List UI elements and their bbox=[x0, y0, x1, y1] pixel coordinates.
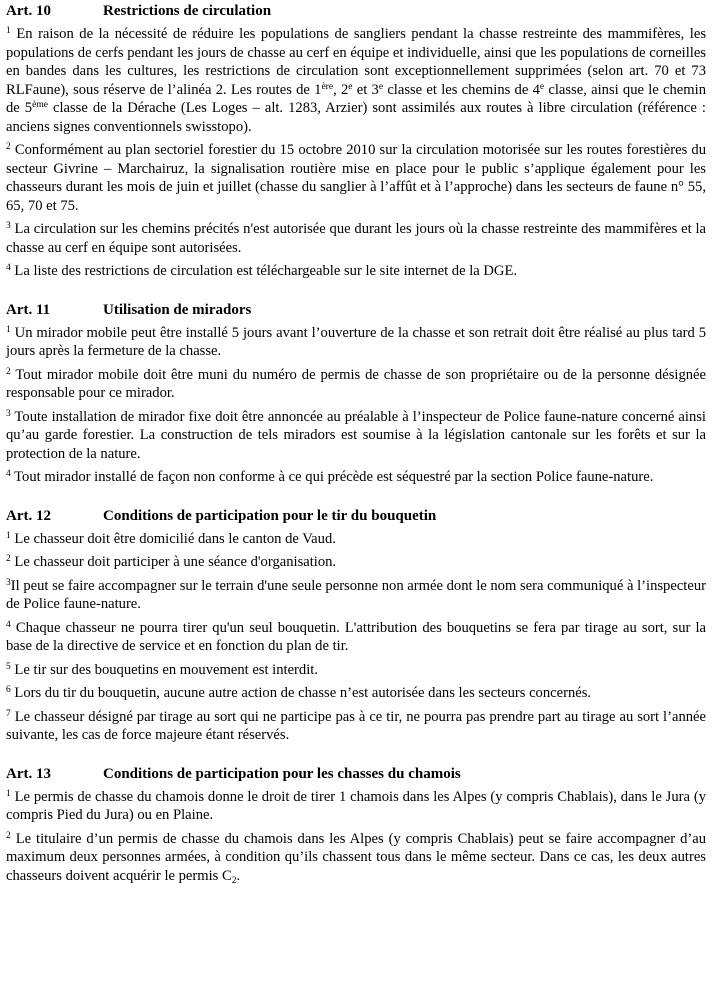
paragraph-text: Lors du tir du bouquetin, aucune autre action de chasse n’est autorisée dans les secteurs concernés. bbox=[14, 685, 592, 701]
paragraph-text: classe de la Dérache (Les Loges – alt. 1283, Arzier) sont assimilés aux routes à libre circulation (référence : anciens signes conventionnels swisstopo). bbox=[6, 100, 706, 135]
article-title: Restrictions de circulation bbox=[103, 3, 272, 19]
paragraph-text: et 3 bbox=[352, 81, 379, 98]
paragraph-text: Le tir sur des bouquetins en mouvement est interdit. bbox=[14, 661, 318, 678]
document-page bbox=[6, 0, 706, 885]
paragraph-text: Le chasseur doit participer à une séance d'organisation. bbox=[14, 554, 337, 570]
paragraph bbox=[6, 619, 706, 656]
paragraph-number: 2 bbox=[6, 142, 11, 152]
paragraph bbox=[6, 830, 706, 886]
paragraph-text: Le titulaire d’un permis de chasse du chamois dans les Alpes (y compris Chablais) peut se faire accompagner d’au maximum deux personnes armées, à condition qu’ils chassent tous dans le même secteur. Dans ce cas, les deux autres chasseurs doivent acquérir le permis C bbox=[6, 830, 707, 884]
paragraph bbox=[6, 708, 706, 745]
paragraph-number: 1 bbox=[6, 788, 11, 799]
article-number: Art. 12 bbox=[6, 507, 51, 524]
article-title: Conditions de participation pour les chasses du chamois bbox=[103, 765, 461, 782]
paragraph-number: 5 bbox=[6, 661, 11, 672]
article-number: Art. 11 bbox=[6, 301, 51, 318]
paragraph bbox=[6, 468, 706, 487]
superscript: ère bbox=[321, 81, 334, 92]
section-spacer bbox=[6, 281, 706, 299]
article-heading bbox=[6, 3, 706, 20]
paragraph-text: Conformément au plan sectoriel forestier du 15 octobre 2010 sur la circulation motorisée sur les routes forestières du secteur Givrine – Marchairuz, la signalisation routière mise en place pour le public s’applique également pour les chasseurs durant les mois de juin et juillet (chasse du sanglier à l’affût et à l’approche) dans les secteurs de faune n° 55, 65, 70 et 75. bbox=[6, 142, 706, 214]
paragraph-text: Le chasseur désigné par tirage au sort qui ne participe pas à ce tir, ne pourra pas prendre part au tirage au sort l’année suivante, les cas de force majeure étant réservés. bbox=[6, 708, 706, 743]
article-heading bbox=[6, 508, 706, 525]
article-number: Art. 13 bbox=[6, 765, 51, 782]
paragraph bbox=[6, 661, 706, 680]
paragraph-text: Il peut se faire accompagner sur le terrain d'une seule personne non armée dont le nom sera communiqué à l’inspecteur de Police faune-nature. bbox=[6, 577, 706, 612]
article-number: Art. 10 bbox=[6, 3, 51, 19]
paragraph-text: La circulation sur les chemins précités n'est autorisée que durant les jours où la chasse restreinte des mammifères et la chasse au cerf en équipe sont autorisées. bbox=[6, 221, 706, 256]
paragraph bbox=[6, 408, 706, 464]
paragraph-number: 1 bbox=[6, 26, 11, 36]
section-spacer bbox=[6, 487, 706, 505]
paragraph-number: 4 bbox=[6, 263, 11, 273]
paragraph-text: classe, ainsi que le chemin de 5 bbox=[6, 81, 706, 116]
paragraph-text: En raison de la nécessité de réduire les populations de sangliers pendant la chasse restreinte des mammifères, les populations de cerfs pendant les jours de chasse au cerf en équipe et individuelle, ainsi que les populations de corneilles en bandes dans les cultures, les restrictions de circulation sont exceptionnellement supprimées (selon art. 70 et 73 RLFaune), sous réserve de l’alinéa 2. Les routes de 1 bbox=[6, 26, 706, 98]
paragraph bbox=[6, 577, 706, 614]
paragraph-text: Toute installation de mirador fixe doit être annoncée au préalable à l’inspecteur de Police faune-nature concerné ainsi qu’au garde forestier. La construction de tels miradors est soumise à la législation cantonale sur les forêts et sur la protection de la nature. bbox=[6, 408, 706, 462]
paragraph-number: 1 bbox=[6, 324, 11, 335]
superscript: e bbox=[539, 81, 545, 92]
paragraph-text: classe et les chemins de 4 bbox=[383, 81, 540, 98]
paragraph-number: 3 bbox=[6, 408, 11, 419]
paragraph bbox=[6, 141, 706, 215]
superscript: e bbox=[378, 81, 384, 92]
paragraph-number: 1 bbox=[6, 530, 11, 541]
article-title: Utilisation de miradors bbox=[103, 301, 252, 318]
paragraph bbox=[6, 684, 706, 703]
superscript: ème bbox=[32, 100, 48, 110]
paragraph-text: , 2 bbox=[333, 81, 349, 98]
paragraph-number: 3 bbox=[6, 221, 11, 231]
superscript: e bbox=[348, 81, 353, 92]
paragraph bbox=[6, 530, 706, 549]
paragraph-text: Tout mirador installé de façon non conforme à ce qui précède est séquestré par la section Police faune-nature. bbox=[14, 469, 654, 485]
paragraph-number: 2 bbox=[6, 554, 11, 564]
paragraph-text: Le permis de chasse du chamois donne le droit de tirer 1 chamois dans les Alpes (y compris Chablais), dans le Jura (y compris Pied du Jura) ou en Plaine. bbox=[6, 788, 706, 823]
article-12 bbox=[6, 508, 706, 745]
paragraph-text: . bbox=[236, 867, 241, 884]
paragraph-text: Chaque chasseur ne pourra tirer qu'un seul bouquetin. L'attribution des bouquetins se fera par tirage au sort, sur la base de la directive de service et en fonction du plan de tir. bbox=[6, 619, 706, 654]
paragraph-text: Un mirador mobile peut être installé 5 jours avant l’ouverture de la chasse et son retrait doit être réalisé au plus tard 5 jours après la fermeture de la chasse. bbox=[6, 324, 706, 359]
article-13 bbox=[6, 766, 706, 886]
paragraph-number: 2 bbox=[6, 366, 11, 377]
paragraph bbox=[6, 262, 706, 281]
section-spacer bbox=[6, 745, 706, 763]
article-heading bbox=[6, 766, 706, 783]
article-11 bbox=[6, 302, 706, 487]
subscript: 2 bbox=[231, 875, 237, 886]
paragraph bbox=[6, 553, 706, 572]
paragraph-number: 4 bbox=[6, 619, 11, 630]
paragraph-number: 2 bbox=[6, 830, 11, 841]
article-heading bbox=[6, 302, 706, 319]
paragraph bbox=[6, 220, 706, 257]
article-title: Conditions de participation pour le tir du bouquetin bbox=[103, 507, 437, 524]
paragraph-number: 4 bbox=[6, 469, 11, 479]
paragraph-text: Tout mirador mobile doit être muni du numéro de permis de chasse de son propriétaire ou de la personne désignée responsable pour ce mirador. bbox=[6, 366, 706, 401]
article-10 bbox=[6, 3, 706, 281]
paragraph-number: 6 bbox=[6, 685, 11, 695]
paragraph-number: 7 bbox=[6, 708, 11, 719]
paragraph-number: 3 bbox=[6, 577, 11, 588]
paragraph bbox=[6, 25, 706, 136]
paragraph bbox=[6, 366, 706, 403]
paragraph bbox=[6, 788, 706, 825]
paragraph-text: Le chasseur doit être domicilié dans le canton de Vaud. bbox=[14, 530, 336, 547]
paragraph bbox=[6, 324, 706, 361]
paragraph-text: La liste des restrictions de circulation est téléchargeable sur le site internet de la DGE. bbox=[14, 263, 518, 279]
